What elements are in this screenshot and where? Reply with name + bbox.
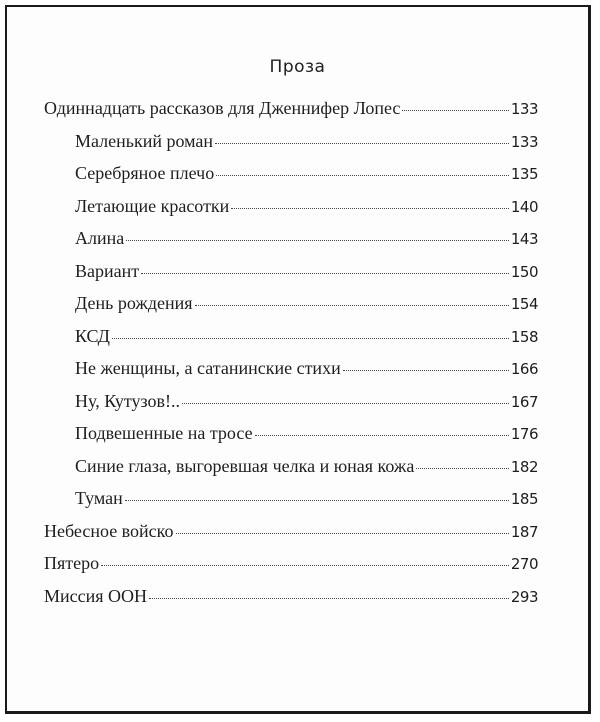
toc-entry [75,456,538,480]
dot-leader [416,468,509,469]
toc-entry [44,521,538,545]
dot-leader [149,598,509,599]
toc-entry [75,196,538,220]
toc-entry-page: 176 [510,425,538,443]
dot-leader [343,370,509,371]
toc-entry-title: Ну, Кутузов!.. [75,390,180,411]
toc-entry-title: День рождения [75,293,193,313]
toc-entry [75,488,538,512]
toc-entry [75,131,538,155]
dot-leader [195,305,509,306]
toc-entry-page: 187 [510,522,538,541]
toc-entry [44,98,538,122]
toc-entry-page: 135 [510,165,538,183]
toc-entry [75,293,538,317]
toc-entry-title: Алина [75,228,125,248]
toc-entry [75,326,538,350]
toc-entry-title: Пятеро [44,553,100,573]
book-page [5,5,591,714]
toc-entry [44,586,538,610]
toc-entry-title: Летающие красотки [75,195,230,216]
toc-entry-page: 185 [510,490,538,508]
toc-entry-title: Синие глаза, выгоревшая челка и юная кожа [75,455,415,476]
toc-entry-page: 140 [510,197,538,216]
toc-entry-title: Одиннадцать рассказов для Дженнифер Лопес [44,98,401,118]
dot-leader [112,338,509,339]
toc-entry [75,261,538,285]
dot-leader [255,435,509,436]
dot-leader [402,110,508,111]
toc-entry-page: 150 [510,262,538,281]
dot-leader [182,403,509,404]
toc-entry-title: Миссия ООН [44,585,148,606]
dot-leader [125,500,509,501]
toc-entry-page: 182 [510,457,538,476]
dot-leader [126,240,509,241]
toc-entry-title: Подвешенные на тросе [75,423,253,443]
toc-entry-page: 143 [510,230,538,248]
dot-leader [215,143,509,144]
toc-entry [44,553,538,577]
dot-leader [141,273,509,274]
section-title: Проза [269,57,326,77]
dot-leader [216,175,509,176]
toc-entry-page: 158 [510,327,538,346]
toc-entry-page: 133 [510,132,538,151]
dot-leader [231,208,509,209]
toc-entry [75,163,538,187]
toc-entry-page: 167 [510,392,538,411]
toc-entry-page: 133 [510,100,538,118]
toc-entry [75,423,538,447]
dot-leader [101,565,509,566]
toc-entry-page: 166 [510,360,538,378]
toc-entry-title: Серебряное плечо [75,163,215,183]
toc-entry-page: 293 [510,587,538,606]
toc-entry [75,391,538,415]
toc-entry-title: КСД [75,325,110,346]
toc-entry-title: Вариант [75,260,140,281]
toc-entry [75,228,538,252]
dot-leader [176,533,509,534]
toc-entry-page: 270 [510,555,538,573]
toc-entry-title: Маленький роман [75,130,214,151]
toc-entry-page: 154 [510,295,538,313]
toc-entry [75,358,538,382]
toc-entry-title: Не женщины, а сатанинские стихи [75,358,341,378]
toc-entry-title: Туман [75,488,123,508]
toc-entry-title: Небесное войско [44,520,174,541]
